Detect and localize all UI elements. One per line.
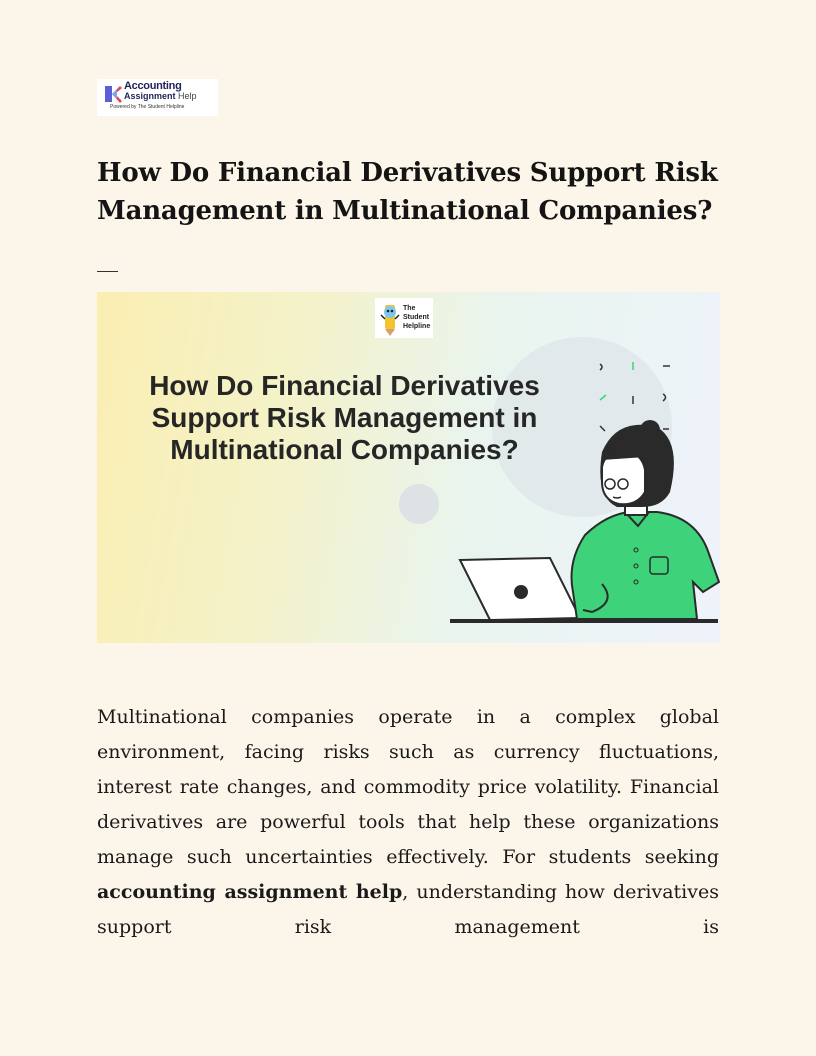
logo-line-1: Accounting (124, 80, 182, 92)
sparkle-marks-icon (600, 362, 670, 431)
logo-line-2-suffix: Help (178, 91, 197, 101)
hero-banner-image (97, 292, 720, 643)
logo-line-2 (124, 91, 197, 101)
site-logo[interactable] (97, 79, 218, 116)
hero-title: How Do Financial Derivatives Support Risk Management in Multinational Companies? (149, 370, 540, 465)
logo-mark-icon (103, 84, 123, 104)
article-intro-paragraph (97, 700, 719, 945)
title-divider (97, 271, 118, 272)
intro-text-before: Multinational companies operate in a complex global environment, facing risks such as currency fluctuations, interest rate changes, and commodity price volatility. Financial derivatives are powerful tools that help these organizations manage such uncertainties effectively. For students seeking (97, 706, 719, 868)
logo-powered-by: Powered by The Student Helpline (110, 104, 185, 110)
woman-laptop-illustration (97, 292, 720, 643)
hero-brand-name: The Student Helpline (403, 305, 431, 330)
accounting-assignment-help-link[interactable]: accounting assignment help (97, 881, 403, 903)
logo-line-2-main: Assignment (124, 91, 176, 101)
article-title: How Do Financial Derivatives Support Risk Management in Multinational Companies? (97, 158, 718, 226)
intro-text-after: , understanding how derivatives support risk management is (97, 881, 719, 938)
